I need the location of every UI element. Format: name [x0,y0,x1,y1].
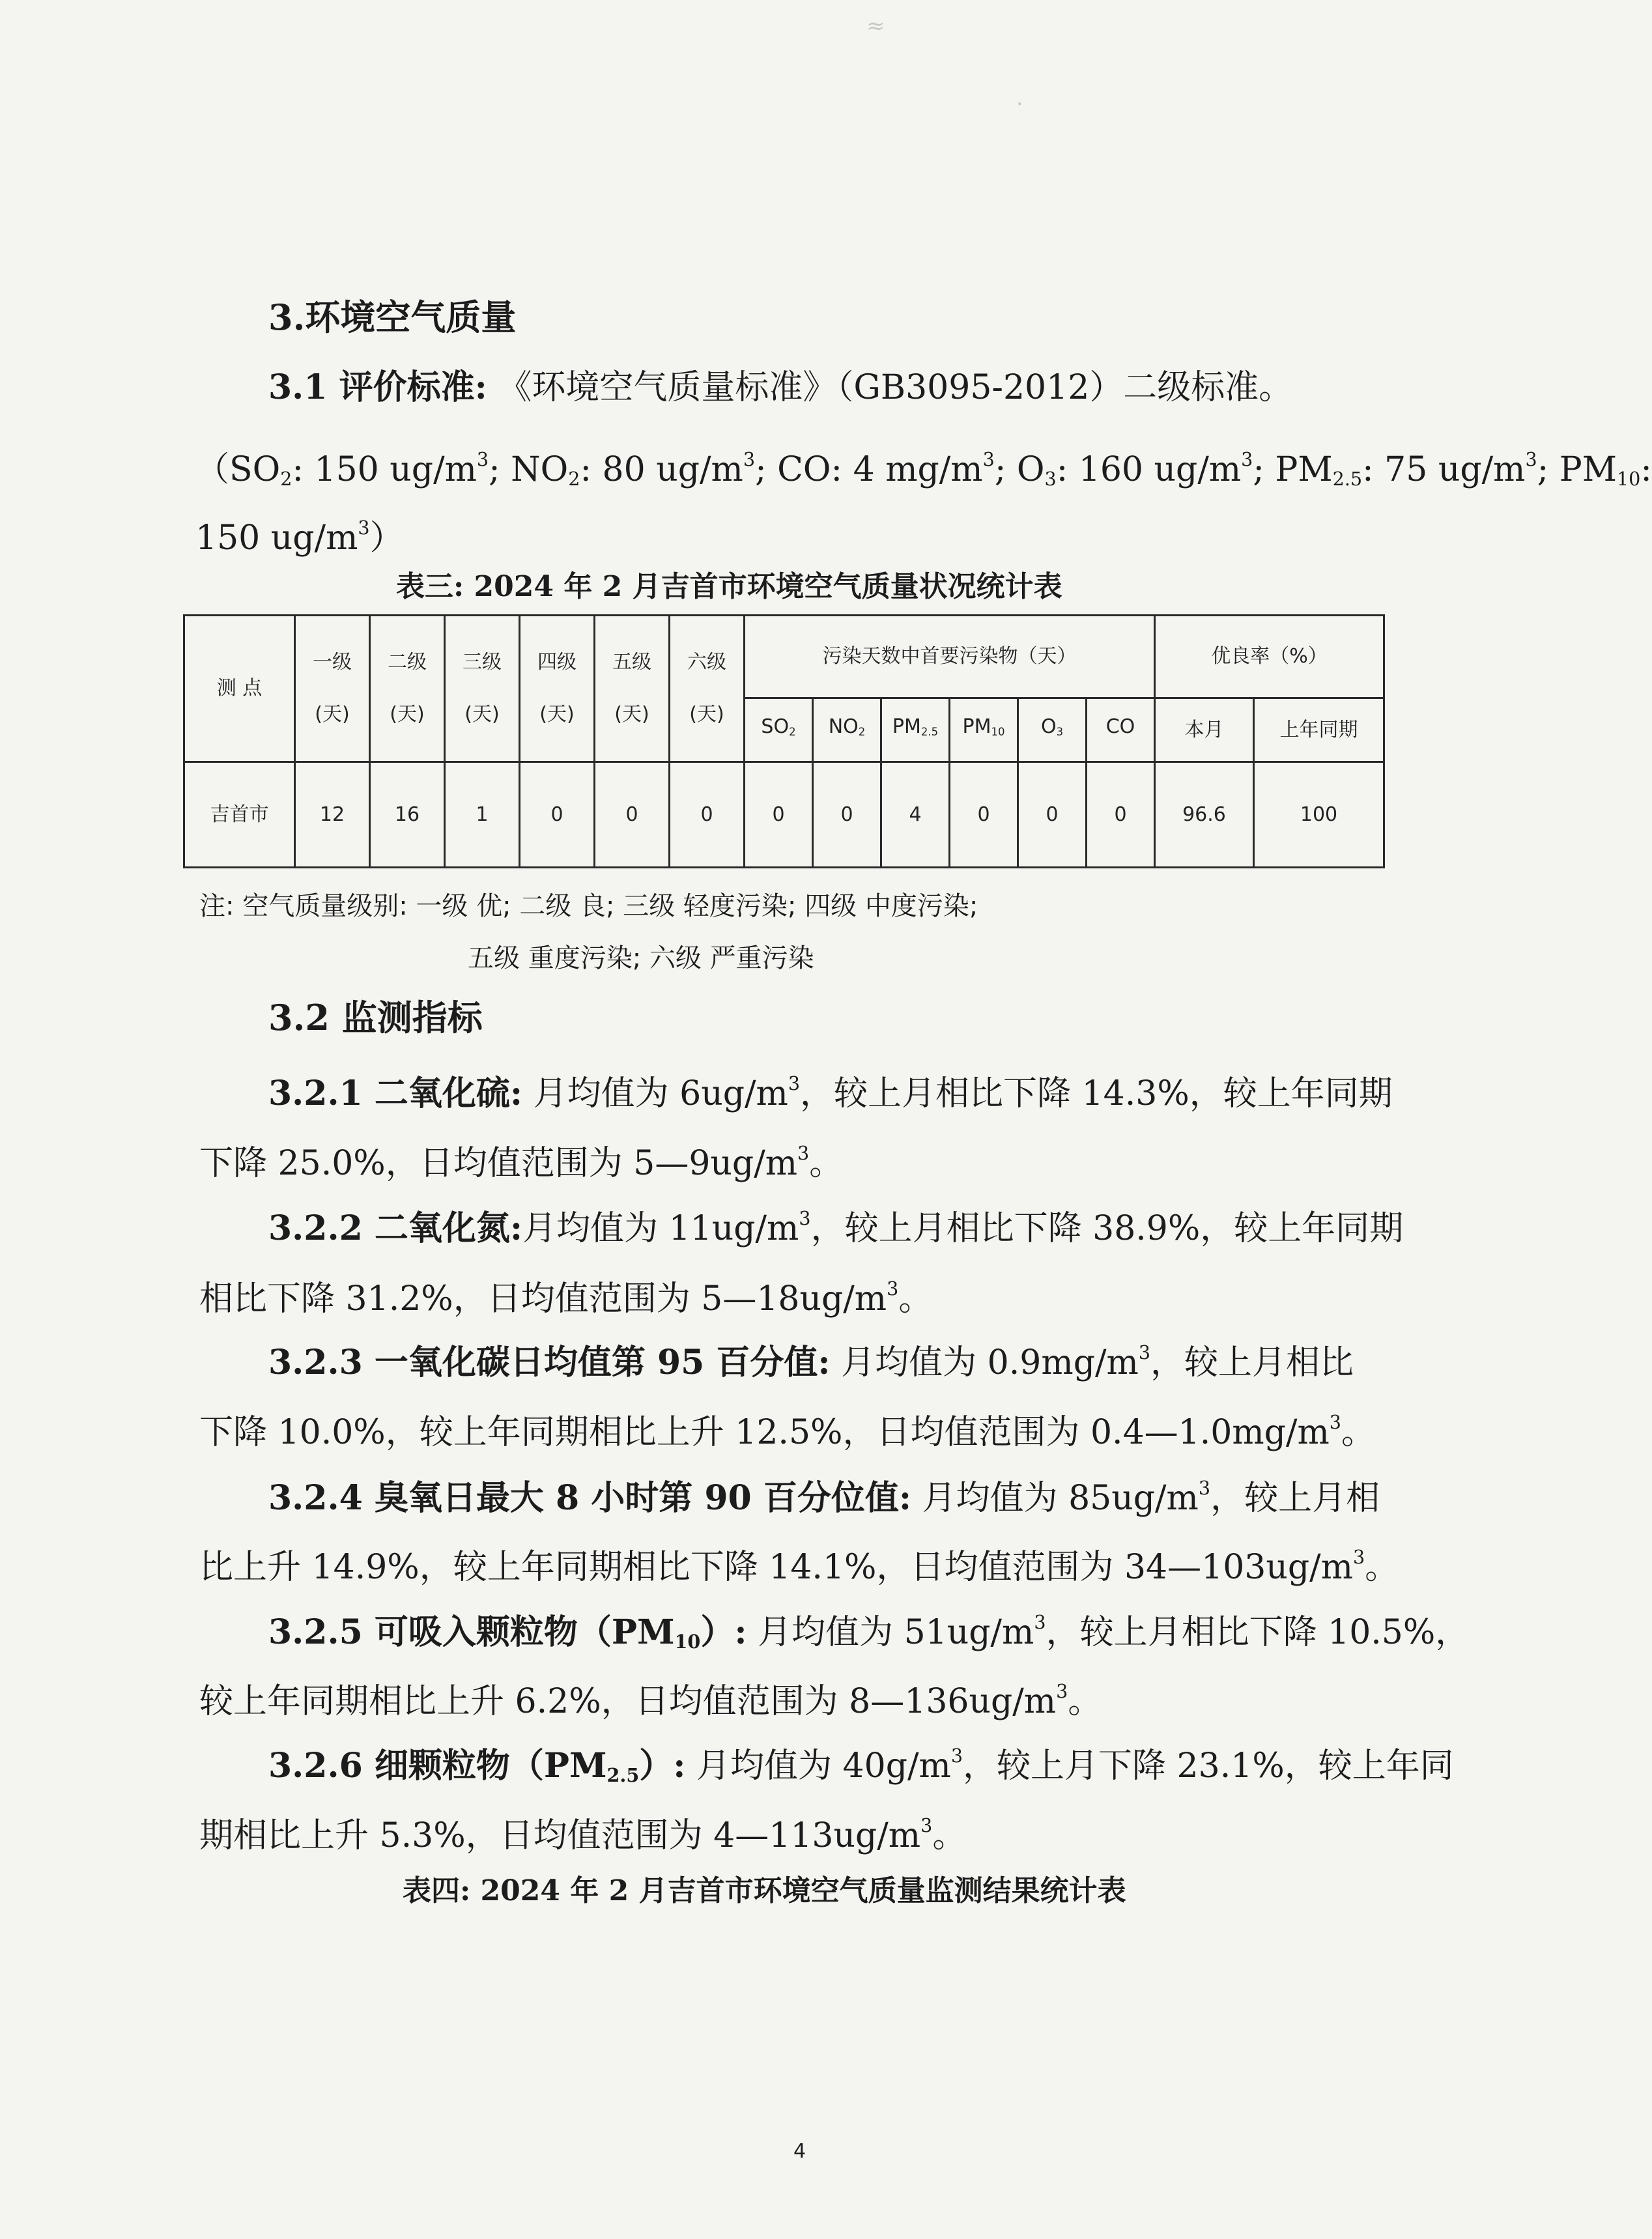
para-label: 3.2.3 一氧化碳日均值第 95 百分值: [268,1342,831,1382]
pollutant-name: PM [962,715,991,739]
no2-label: ; NO [489,449,569,489]
pm10-colon: : [1640,449,1652,489]
para-3-2-2-line-2 [199,1269,932,1319]
para-3-2-3-line-1 [268,1333,1354,1382]
header-level-1 [295,616,370,762]
unit-sup: 3 [1138,1341,1151,1363]
para-3-2-4-line-2 [199,1537,1399,1587]
cell-level-4: 0 [520,762,595,868]
header-o3 [1018,698,1087,762]
page-number: 4 [793,2140,806,2163]
label-sub: 2.5 [606,1764,640,1787]
no2-sub: 2 [568,468,580,491]
unit-sup: 3 [799,1207,811,1229]
text: 月均值为 40g/m [685,1746,951,1786]
text: 月均值为 85ug/m [911,1478,1199,1518]
label-text: ）: [700,1612,747,1652]
pollutant-name: PM [892,715,921,739]
cell-co: 0 [1087,762,1155,868]
cell-level-2: 16 [370,762,445,868]
header-site: 测 点 [184,616,295,762]
o3-label: ; O [994,449,1045,489]
pm10-sup: 3 [358,517,370,539]
cell-pm25: 4 [881,762,950,868]
text: ，较上月相 [1210,1478,1380,1518]
eval-standard-text: 《环境空气质量标准》（GB3095-2012）二级标准。 [498,368,1293,407]
text: 。 [932,1816,967,1855]
pollutant-sub: 2 [858,726,866,739]
para-3-2-4-line-1 [268,1468,1380,1518]
day-unit: (天) [689,703,724,726]
level-label: 一级 [313,651,352,674]
para-3-2-6-line-1 [268,1736,1454,1795]
label-text: 3.2.5 可吸入颗粒物（PM [268,1612,675,1652]
cell-so2: 0 [745,762,813,868]
o3-limit: : 160 ug/m [1056,449,1242,489]
para-label: 3.2.4 臭氧日最大 8 小时第 90 百分位值: [268,1477,912,1518]
air-quality-status-table [183,614,1385,868]
para-label [268,1746,685,1786]
header-level-4 [520,616,595,762]
header-last-year: 上年同期 [1254,698,1384,762]
unit-sup: 3 [1056,1680,1068,1702]
text: 较上年同期相比上升 6.2%，日均值范围为 8—136ug/m [199,1681,1057,1721]
o3-sup: 3 [1241,448,1253,470]
para-3-2-5-line-2 [199,1672,1102,1721]
pollutant-name: NO [828,715,859,739]
unit-sup: 3 [950,1745,963,1767]
bleed-through-mark: · [1016,91,1023,117]
cell-level-3: 1 [445,762,520,868]
co-limit: ; CO: 4 mg/m [755,449,983,489]
standard-limits-line-2 [195,508,404,558]
para-3-2-1-line-2 [199,1134,843,1183]
header-primary-pollutant: 污染天数中首要污染物（天） [745,616,1155,698]
bleed-through-mark: ≈ [866,13,885,39]
section-title: 3.环境空气质量 [268,296,517,338]
para-3-2-3-line-2 [199,1403,1375,1452]
text: 。 [809,1143,844,1183]
pollutant-sub: 3 [1056,726,1064,739]
header-pm25 [881,698,950,762]
text: 下降 10.0%，较上年同期相比上升 12.5%，日均值范围为 0.4—1.0mg/m [199,1412,1330,1452]
header-so2 [745,698,813,762]
cell-level-1: 12 [295,762,370,868]
unit-sup: 3 [788,1072,801,1094]
label-text: 3.2.6 细颗粒物（PM [268,1745,607,1786]
pollutant-sub: 10 [991,726,1005,739]
para-label [268,1612,747,1652]
text: 。 [1341,1412,1376,1452]
paren-close: ） [369,518,404,558]
cell-pm10: 0 [950,762,1018,868]
text: 。 [1365,1547,1399,1587]
header-pm10 [950,698,1018,762]
level-label: 四级 [537,651,577,674]
eval-standard-label: 3.1 评价标准: [268,367,487,407]
text: 。 [898,1279,933,1319]
level-label: 五级 [612,651,651,674]
no2-limit: : 80 ug/m [580,449,743,489]
pm10-label: ; PM [1537,449,1617,489]
unit-sup: 3 [1353,1546,1365,1568]
standard-limits-line [195,440,1652,498]
para-label: 3.2.2 二氧化氮: [268,1208,523,1248]
unit-sup: 3 [1329,1411,1341,1433]
text: 相比下降 31.2%，日均值范围为 5—18ug/m [199,1279,887,1319]
label-text: ）: [639,1745,686,1786]
table3-title: 表三: 2024 年 2 月吉首市环境空气质量状况统计表 [396,570,1062,603]
text: 月均值为 0.9mg/m [830,1343,1139,1382]
level-label: 三级 [463,651,502,674]
cell-site: 吉首市 [184,762,295,868]
pollutant-sub: 2.5 [920,726,939,739]
so2-sub: 2 [280,468,292,491]
label-sub: 10 [674,1631,701,1653]
pm25-sup: 3 [1525,448,1537,470]
text: ，较上月相比 [1150,1343,1354,1382]
header-no2 [813,698,881,762]
text: ，较上月相比下降 38.9%，较上年同期 [810,1208,1404,1248]
unit-sup: 3 [1034,1611,1046,1633]
o3-sub: 3 [1044,468,1057,491]
pollutant-name: CO [1105,715,1135,739]
table-row [184,762,1384,868]
cell-o3: 0 [1018,762,1087,868]
pm10-limit: 150 ug/m [195,518,358,558]
cell-level-6: 0 [670,762,745,868]
cell-level-5: 0 [595,762,670,868]
text: 期相比上升 5.3%，日均值范围为 4—113ug/m [199,1816,921,1855]
section-3-2-title: 3.2 监测指标 [268,997,483,1038]
header-level-3 [445,616,520,762]
day-unit: (天) [390,703,425,726]
pollutant-name: SO [761,715,790,739]
pollutant-sub: 2 [789,726,796,739]
pm10-sub: 10 [1616,468,1641,491]
text: 月均值为 6ug/m [522,1074,788,1113]
text: 比上升 14.9%，较上年同期相比下降 14.1%，日均值范围为 34—103ug/m [199,1547,1353,1587]
para-3-2-6-line-2 [199,1806,966,1855]
co-sup: 3 [982,448,995,470]
day-unit: (天) [315,703,350,726]
pm25-limit: : 75 ug/m [1362,449,1526,489]
cell-no2: 0 [813,762,881,868]
pm25-label: ; PM [1253,449,1333,489]
pm25-sub: 2.5 [1332,468,1363,491]
level-label: 二级 [388,651,427,674]
table4-title: 表四: 2024 年 2 月吉首市环境空气质量监测结果统计表 [403,1874,1126,1907]
no2-sup: 3 [743,448,756,470]
unit-sup: 3 [887,1277,899,1300]
header-good-rate: 优良率（%） [1155,616,1384,698]
so2-sup: 3 [476,448,489,470]
text: ，较上月下降 23.1%，较上年同 [963,1746,1454,1786]
text: 。 [1068,1681,1102,1721]
header-this-month: 本月 [1155,698,1254,762]
day-unit: (天) [464,703,500,726]
day-unit: (天) [539,703,575,726]
text: 下降 25.0%，日均值范围为 5—9ug/m [199,1143,798,1183]
eval-standard-paragraph [268,368,1292,407]
para-3-2-1-line-1 [268,1064,1393,1113]
cell-this-month-rate: 96.6 [1155,762,1254,868]
so2-limit: : 150 ug/m [292,449,477,489]
paren-open: （SO [195,449,281,489]
text: ，较上月相比下降 10.5%， [1046,1612,1470,1652]
header-level-6 [670,616,745,762]
unit-sup: 3 [920,1814,933,1836]
text: 月均值为 51ug/m [747,1612,1034,1652]
text: ，较上月相比下降 14.3%，较上年同期 [800,1074,1393,1113]
unit-sup: 3 [797,1142,810,1164]
table3-note-line-1: 注: 空气质量级别: 一级 优; 二级 良; 三级 轻度污染; 四级 中度污染; [199,891,978,921]
para-3-2-2-line-1 [268,1199,1403,1248]
level-label: 六级 [687,651,726,674]
text: 月均值为 11ug/m [522,1208,799,1248]
para-3-2-5-line-1 [268,1603,1469,1661]
table3-note-line-2: 五级 重度污染; 六级 严重污染 [468,943,814,973]
header-level-5 [595,616,670,762]
para-label: 3.2.1 二氧化硫: [268,1073,523,1113]
header-level-2 [370,616,445,762]
cell-last-year-rate: 100 [1254,762,1384,868]
pollutant-name: O [1040,715,1057,739]
header-co [1087,698,1155,762]
unit-sup: 3 [1198,1477,1211,1499]
day-unit: (天) [614,703,649,726]
